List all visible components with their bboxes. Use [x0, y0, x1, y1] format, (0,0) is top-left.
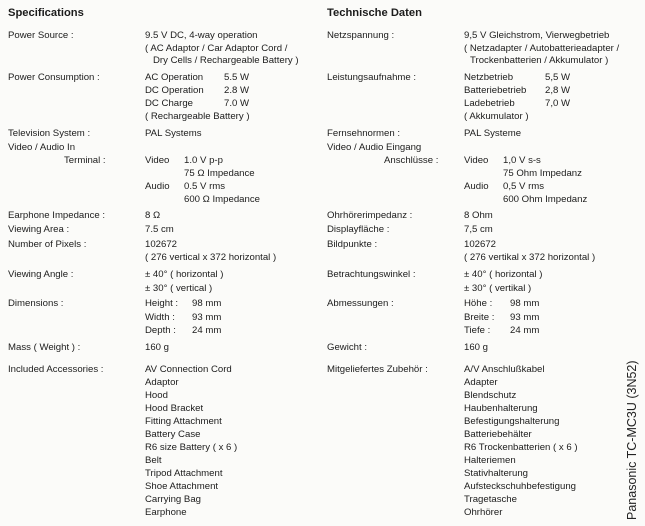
earphone-impedance-value: 8 Ohm	[464, 210, 493, 221]
power-consumption-mode: Ladebetrieb	[464, 98, 515, 109]
accessory-item: Adapter	[464, 377, 498, 388]
earphone-impedance-value: 8 Ω	[145, 210, 161, 221]
accessory-item: Adaptor	[145, 377, 179, 388]
dimension-value: 98 mm	[510, 298, 540, 309]
dimension-value: 24 mm	[192, 325, 222, 336]
power-consumption-mode: AC Operation	[145, 72, 204, 83]
dimension-value: 93 mm	[510, 312, 540, 323]
power-consumption-note: ( Rechargeable Battery )	[145, 111, 250, 122]
viewing-area-label: Displayfläche :	[327, 224, 390, 235]
accessory-item: Tripod Attachment	[145, 468, 223, 479]
av-video-label: Video	[145, 155, 170, 166]
av-in-label: Terminal :	[64, 155, 106, 166]
pixels-label: Number of Pixels :	[8, 239, 87, 250]
av-audio-label: Audio	[145, 181, 170, 192]
power-consumption-value: 5,5 W	[545, 72, 571, 83]
accessories-label: Included Accessories :	[8, 364, 104, 375]
power-consumption-value: 2.8 W	[224, 85, 250, 96]
power-consumption-value: 2,8 W	[545, 85, 571, 96]
pixels-value: ( 276 vertical x 372 horizontal )	[145, 252, 277, 263]
power-source-label: Power Source :	[8, 30, 74, 41]
tv-system-label: Television System :	[8, 128, 91, 139]
dimension-value: 98 mm	[192, 298, 222, 309]
accessory-item: Hood Bracket	[145, 403, 204, 414]
dimension-name: Depth :	[145, 325, 176, 336]
viewing-angle-label: Viewing Angle :	[8, 269, 74, 280]
earphone-impedance-label: Ohrhörerimpedanz :	[327, 210, 413, 221]
viewing-area-value: 7.5 cm	[145, 224, 174, 235]
accessory-item: A/V Anschlußkabel	[464, 364, 545, 375]
power-source-value: ( AC Adaptor / Car Adaptor Cord /	[145, 43, 288, 54]
viewing-angle-value: ± 40° ( horizontal )	[145, 269, 224, 280]
av-in-label: Video / Audio In	[8, 142, 76, 153]
accessory-item: Stativhalterung	[464, 468, 528, 479]
accessories-label: Mitgeliefertes Zubehör :	[327, 364, 428, 375]
av-in-label: Anschlüsse :	[384, 155, 439, 166]
av-video-value: 1.0 V p-p	[184, 155, 223, 166]
accessory-item: Hood	[145, 390, 168, 401]
viewing-angle-label: Betrachtungswinkel :	[327, 269, 416, 280]
dimension-name: Tiefe :	[464, 325, 491, 336]
dimension-value: 93 mm	[192, 312, 222, 323]
dimensions-label: Abmessungen :	[327, 298, 394, 309]
accessory-item: Blendschutz	[464, 390, 517, 401]
viewing-angle-value: ± 40° ( horizontal )	[464, 269, 543, 280]
dimensions-label: Dimensions :	[8, 298, 64, 309]
power-consumption-value: 7.0 W	[224, 98, 250, 109]
power-consumption-label: Leistungsaufnahme :	[327, 72, 417, 83]
accessory-item: Aufsteckschuhbefestigung	[464, 481, 577, 492]
av-audio-value: 0,5 V rms	[503, 181, 545, 192]
power-consumption-mode: Netzbetrieb	[464, 72, 514, 83]
tv-system-value: PAL Systems	[145, 128, 202, 139]
accessory-item: Fitting Attachment	[145, 416, 222, 427]
power-source-label: Netzspannung :	[327, 30, 395, 41]
pixels-value: 102672	[464, 239, 497, 250]
model-label: Panasonic TC-MC3U (3N52)	[625, 360, 639, 520]
accessory-item: Earphone	[145, 507, 187, 518]
pixels-label: Bildpunkte :	[327, 239, 378, 250]
dimension-name: Height :	[145, 298, 179, 309]
accessory-item: Halteriemen	[464, 455, 516, 466]
power-source-value: 9,5 V Gleichstrom, Vierwegbetrieb	[464, 30, 610, 41]
accessory-item: Battery Case	[145, 429, 201, 440]
accessory-item: AV Connection Cord	[145, 364, 232, 375]
av-video-value: 1,0 V s-s	[503, 155, 541, 166]
accessory-item: Befestigungshalterung	[464, 416, 560, 427]
av-audio-value: 0.5 V rms	[184, 181, 226, 192]
av-in-label: Video / Audio Eingang	[327, 142, 422, 153]
viewing-angle-value: ± 30° ( vertikal )	[464, 283, 532, 294]
accessory-item: Tragetasche	[464, 494, 517, 505]
tv-system-label: Fernsehnormen :	[327, 128, 401, 139]
pixels-value: ( 276 vertikal x 372 horizontal )	[464, 252, 596, 263]
dimension-name: Width :	[145, 312, 175, 323]
viewing-angle-value: ± 30° ( vertical )	[145, 283, 213, 294]
power-source-value: 9.5 V DC, 4-way operation	[145, 30, 258, 41]
mass-label: Gewicht :	[327, 342, 367, 353]
av-audio-value: 600 Ω Impedance	[184, 194, 260, 205]
power-consumption-mode: Batteriebetrieb	[464, 85, 527, 96]
accessory-item: Haubenhalterung	[464, 403, 538, 414]
power-consumption-note: ( Akkumulator )	[464, 111, 529, 122]
power-consumption-label: Power Consumption :	[8, 72, 100, 83]
av-audio-label: Audio	[464, 181, 489, 192]
accessory-item: Batteriebehälter	[464, 429, 532, 440]
dimension-name: Höhe :	[464, 298, 493, 309]
power-source-value: Trockenbatterien / Akkumulator )	[470, 55, 609, 66]
power-consumption-mode: DC Charge	[145, 98, 193, 109]
specifications-heading: Specifications	[8, 7, 84, 19]
tv-system-value: PAL Systeme	[464, 128, 522, 139]
accessory-item: Shoe Attachment	[145, 481, 219, 492]
accessory-item: Belt	[145, 455, 162, 466]
av-video-value: 75 Ohm Impedanz	[503, 168, 582, 179]
av-audio-value: 600 Ohm Impedanz	[503, 194, 588, 205]
av-video-label: Video	[464, 155, 489, 166]
av-video-value: 75 Ω Impedance	[184, 168, 255, 179]
viewing-area-label: Viewing Area :	[8, 224, 70, 235]
power-consumption-mode: DC Operation	[145, 85, 204, 96]
power-consumption-value: 7,0 W	[545, 98, 571, 109]
pixels-value: 102672	[145, 239, 178, 250]
accessory-item: R6 Trockenbatterien ( x 6 )	[464, 442, 578, 453]
dimension-value: 24 mm	[510, 325, 540, 336]
earphone-impedance-label: Earphone Impedance :	[8, 210, 106, 221]
accessory-item: Carrying Bag	[145, 494, 201, 505]
technische-daten-heading: Technische Daten	[327, 7, 422, 19]
power-source-value: ( Netzadapter / Autobatterieadapter /	[464, 43, 620, 54]
viewing-area-value: 7,5 cm	[464, 224, 493, 235]
accessory-item: Ohrhörer	[464, 507, 503, 518]
power-source-value: Dry Cells / Rechargeable Battery )	[153, 55, 299, 66]
dimension-name: Breite :	[464, 312, 495, 323]
power-consumption-value: 5.5 W	[224, 72, 250, 83]
mass-label: Mass ( Weight ) :	[8, 342, 81, 353]
mass-value: 160 g	[145, 342, 170, 353]
accessory-item: R6 size Battery ( x 6 )	[145, 442, 238, 453]
mass-value: 160 g	[464, 342, 489, 353]
